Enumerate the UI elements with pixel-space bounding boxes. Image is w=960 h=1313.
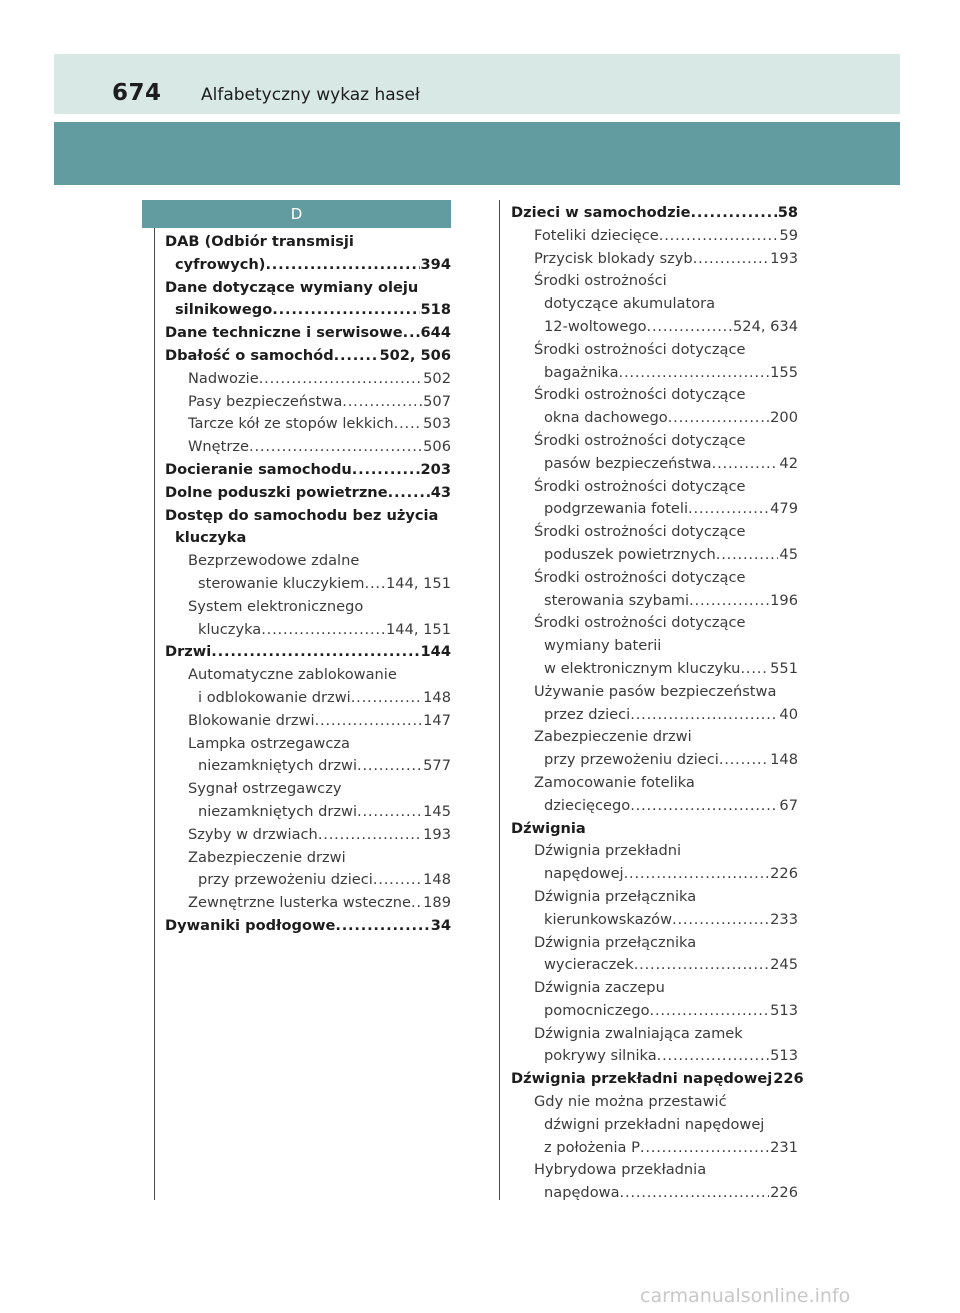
index-entry-label: Bezprzewodowe zdalne	[188, 552, 360, 570]
index-entry-label: Dostęp do samochodu bez użycia	[165, 506, 439, 524]
index-entry-page: 193	[770, 249, 798, 267]
index-entry	[511, 863, 798, 886]
index-entry-label: niezamkniętych drzwi	[198, 802, 358, 820]
index-entry	[511, 840, 798, 863]
index-entry-label: dźwigni przekładni napędowej	[544, 1115, 765, 1133]
dot-leader	[640, 1137, 769, 1160]
dot-leader	[315, 710, 423, 733]
index-entry-label: Nadwozie	[188, 369, 259, 387]
index-entry	[165, 641, 451, 664]
dot-leader	[690, 202, 776, 225]
index-entry-label: Środki ostrożności	[534, 272, 667, 290]
index-entry-page: 43	[430, 483, 451, 501]
index-entry-label: kierunkowskazów	[544, 910, 673, 928]
dot-leader	[335, 915, 429, 938]
index-entry-page: 189	[423, 894, 451, 912]
index-entry	[165, 824, 451, 847]
index-entry	[511, 818, 798, 841]
index-entry	[165, 710, 451, 733]
index-entry	[511, 544, 798, 567]
index-entry	[165, 892, 451, 915]
dot-leader	[712, 453, 779, 476]
index-entry	[511, 772, 798, 795]
dot-leader	[689, 590, 769, 613]
index-entry-page: 233	[770, 910, 798, 928]
index-entry	[511, 932, 798, 955]
page-number: 674	[112, 80, 162, 106]
index-entry-label: i odblokowanie drzwi	[198, 688, 351, 706]
index-entry-page: 644	[420, 324, 451, 342]
dot-leader	[657, 1045, 769, 1068]
index-entry	[165, 345, 451, 368]
index-entry-label: w elektronicznym kluczyku	[544, 659, 741, 677]
index-entry	[511, 339, 798, 362]
index-entry-label: Gdy nie można przestawić	[534, 1093, 727, 1111]
index-entry	[511, 407, 798, 430]
dot-leader	[688, 498, 769, 521]
dot-leader	[357, 801, 422, 824]
index-entry	[165, 573, 451, 596]
left-index-column	[165, 231, 451, 938]
index-entry	[511, 977, 798, 1000]
index-entry-page: 155	[770, 363, 798, 381]
index-entry-page: 40	[779, 705, 798, 723]
index-entry-label: podgrzewania foteli	[544, 500, 688, 518]
index-entry	[165, 459, 451, 482]
index-entry-page: 518	[420, 301, 451, 319]
index-entry-label: Dźwignia	[511, 819, 586, 837]
index-entry	[165, 413, 451, 436]
index-entry	[511, 612, 798, 635]
index-entry-label: Hybrydowa przekładnia	[534, 1161, 707, 1179]
index-entry-label: Dolne poduszki powietrzne	[165, 483, 388, 501]
index-entry-label: Dźwignia przekładni napędowej	[511, 1070, 773, 1088]
index-entry-label: silnikowego	[175, 301, 273, 319]
index-entry-label: kluczyka	[198, 620, 262, 638]
index-entry	[511, 202, 798, 225]
dot-leader	[650, 1000, 770, 1023]
dot-leader	[619, 362, 770, 385]
index-entry-label: pasów bezpieczeństwa	[544, 454, 712, 472]
index-entry	[511, 658, 798, 681]
dot-leader	[259, 368, 422, 391]
index-entry-page: 226	[770, 1184, 798, 1202]
index-entry-label: Dane techniczne i serwisowe	[165, 324, 403, 342]
index-entry-label: Blokowanie drzwi	[188, 711, 315, 729]
index-entry-label: wycieraczek	[544, 956, 634, 974]
index-entry	[511, 909, 798, 932]
index-entry-page: 59	[779, 226, 798, 244]
index-entry-label: dziecięcego	[544, 796, 631, 814]
index-entry-label: Dzieci w samochodzie	[511, 204, 691, 221]
index-entry-label: napędowej	[544, 865, 624, 883]
index-entry-label: Używanie pasów bezpieczeństwa	[534, 682, 777, 700]
index-entry	[511, 704, 798, 727]
index-entry-label: Dźwignia przekładni	[534, 842, 682, 860]
index-entry-page: 145	[423, 802, 451, 820]
index-entry-label: 12-woltowego	[544, 317, 647, 335]
index-entry-label: Dywaniki podłogowe	[165, 916, 336, 934]
index-entry-label: Pasy bezpieczeństwa	[188, 392, 343, 410]
index-entry	[165, 687, 451, 710]
index-entry	[511, 384, 798, 407]
index-entry-page: 148	[423, 688, 451, 706]
index-entry	[165, 231, 451, 254]
index-entry-page: 506	[423, 438, 451, 456]
dot-leader	[388, 482, 430, 505]
index-entry-page: 196	[770, 591, 798, 609]
index-entry	[511, 1159, 798, 1182]
index-entry-label: wymiany baterii	[544, 637, 662, 655]
index-entry-page: 245	[770, 956, 798, 974]
index-entry-label: Dźwignia zaczepu	[534, 979, 665, 997]
index-entry-label: Dźwignia zwalniająca zamek	[534, 1024, 743, 1042]
index-entry	[165, 619, 451, 642]
index-entry-label: Środki ostrożności dotyczące	[534, 568, 746, 586]
index-entry-label: bagażnika	[544, 363, 619, 381]
dot-leader	[394, 413, 423, 436]
dot-leader	[272, 299, 419, 322]
dot-leader	[668, 407, 769, 430]
index-entry-page: 507	[423, 392, 451, 410]
dot-leader	[693, 248, 769, 271]
right-index-column	[511, 202, 804, 1205]
index-entry-label: Dźwignia przełącznika	[534, 933, 697, 951]
dot-leader	[647, 316, 732, 339]
index-entry	[165, 482, 451, 505]
index-entry-label: przez dzieci	[544, 705, 631, 723]
index-entry	[165, 847, 451, 870]
index-entry-page: 34	[430, 916, 451, 934]
index-entry	[511, 1182, 798, 1205]
dot-leader	[342, 391, 422, 414]
index-entry	[511, 225, 798, 248]
index-entry-label: cyfrowych)	[175, 255, 266, 273]
index-entry	[511, 590, 798, 613]
index-entry-page: 513	[770, 1047, 798, 1065]
index-entry-page: 193	[423, 825, 451, 843]
index-entry-label: okna dachowego	[544, 409, 668, 427]
index-entry-page: 513	[770, 1001, 798, 1019]
index-entry-page: 58	[777, 204, 798, 221]
index-entry-page: 203	[420, 460, 451, 478]
dot-leader	[334, 345, 379, 368]
index-entry-label: kluczyka	[175, 529, 247, 547]
index-entry-label: Dźwignia przełącznika	[534, 887, 697, 905]
index-entry-page: 503	[423, 415, 451, 433]
index-entry-page: 394	[420, 255, 451, 273]
left-column-rule	[154, 228, 155, 1200]
index-entry	[165, 733, 451, 756]
index-entry	[511, 1114, 798, 1137]
index-entry	[511, 681, 798, 704]
index-entry	[165, 322, 451, 345]
index-entry-page: 231	[770, 1138, 798, 1156]
index-entry	[165, 550, 451, 573]
index-entry	[511, 567, 798, 590]
index-entry	[165, 299, 451, 322]
index-entry-label: Automatyczne zablokowanie	[188, 666, 397, 684]
index-entry	[165, 755, 451, 778]
dot-leader	[719, 749, 769, 772]
index-entry	[165, 277, 451, 300]
index-entry-label: Środki ostrożności dotyczące	[534, 523, 746, 541]
index-entry-label: poduszek powietrznych	[544, 545, 716, 563]
dot-leader	[265, 254, 419, 277]
index-entry-label: DAB (Odbiór transmisji	[165, 233, 354, 250]
index-entry	[165, 596, 451, 619]
index-entry-page: 144, 151	[386, 620, 451, 638]
dot-leader	[411, 892, 422, 915]
index-entry	[511, 749, 798, 772]
index-entry-label: Dane dotyczące wymiany oleju	[165, 278, 419, 296]
header-band	[54, 54, 900, 114]
dot-leader	[403, 322, 420, 345]
section-letter-bar: D	[142, 200, 451, 228]
index-entry-label: Wnętrze	[188, 438, 250, 456]
index-entry-page: 148	[423, 871, 451, 889]
dot-leader	[659, 225, 779, 248]
index-entry-label: Foteliki dziecięce	[534, 226, 659, 244]
index-entry-label: z położenia P	[544, 1138, 640, 1156]
index-entry-label: Zabezpieczenie drzwi	[188, 848, 346, 866]
index-entry	[511, 795, 798, 818]
index-entry	[511, 362, 798, 385]
index-entry-label: Środki ostrożności dotyczące	[534, 340, 746, 358]
index-entry	[511, 316, 798, 339]
header-accent-band	[54, 122, 900, 185]
index-entry-label: Zamocowanie fotelika	[534, 773, 695, 791]
index-entry-page: 577	[423, 757, 451, 775]
dot-leader	[630, 795, 778, 818]
dot-leader	[249, 436, 422, 459]
index-entry-label: Zabezpieczenie drzwi	[534, 728, 692, 746]
index-entry-label: pomocniczego	[544, 1001, 650, 1019]
index-entry	[511, 954, 798, 977]
dot-leader	[318, 824, 422, 847]
index-entry-page: 42	[779, 454, 798, 472]
dot-leader	[630, 704, 778, 727]
index-entry-label: Środki ostrożności dotyczące	[534, 614, 746, 632]
index-entry-label: pokrywy silnika	[544, 1047, 657, 1065]
index-entry-page: 551	[770, 659, 798, 677]
index-entry-label: Zewnętrzne lusterka wsteczne	[188, 894, 411, 912]
index-entry	[511, 1137, 798, 1160]
right-column-rule	[499, 200, 500, 1200]
index-entry	[165, 915, 451, 938]
index-entry-label: Sygnał ostrzegawczy	[188, 780, 342, 798]
index-entry	[165, 869, 451, 892]
dot-leader	[740, 658, 769, 681]
index-entry-label: Środki ostrożności dotyczące	[534, 386, 746, 404]
index-entry-label: Przycisk blokady szyb	[534, 249, 693, 267]
index-entry-label: niezamkniętych drzwi	[198, 757, 358, 775]
index-entry-label: przy przewożeniu dzieci	[198, 871, 373, 889]
index-entry-label: System elektronicznego	[188, 597, 364, 615]
index-entry-label: przy przewożeniu dzieci	[544, 751, 719, 769]
index-entry	[511, 270, 798, 293]
index-entry-page: 479	[770, 500, 798, 518]
index-entry-page: 144	[420, 643, 451, 661]
index-entry-page: 226	[770, 865, 798, 883]
index-entry-page: 200	[770, 409, 798, 427]
dot-leader	[365, 573, 386, 596]
dot-leader	[357, 755, 422, 778]
index-entry-page: 45	[779, 545, 798, 563]
dot-leader	[211, 641, 419, 664]
index-entry	[165, 254, 451, 277]
index-entry	[511, 430, 798, 453]
index-entry	[511, 293, 798, 316]
index-entry-page: 502, 506	[379, 346, 451, 364]
index-entry-page: 67	[779, 796, 798, 814]
page-title: Alfabetyczny wykaz haseł	[201, 85, 420, 105]
index-entry-label: Szyby w drzwiach	[188, 825, 318, 843]
index-entry-label: dotyczące akumulatora	[544, 295, 716, 313]
index-entry-label: Środki ostrożności dotyczące	[534, 431, 746, 449]
index-entry-page: 148	[770, 751, 798, 769]
index-entry	[511, 635, 798, 658]
index-entry-page: 147	[423, 711, 451, 729]
index-entry-label: Tarcze kół ze stopów lekkich	[188, 415, 394, 433]
dot-leader	[373, 869, 422, 892]
index-entry	[165, 527, 451, 550]
index-entry	[511, 498, 798, 521]
index-entry-page: 144, 151	[386, 574, 451, 592]
index-entry	[165, 505, 451, 528]
index-entry	[511, 1045, 798, 1068]
index-entry-label: Drzwi	[165, 643, 212, 661]
dot-leader	[261, 619, 385, 642]
index-entry	[165, 801, 451, 824]
index-entry	[511, 521, 798, 544]
index-entry	[511, 1000, 798, 1023]
index-entry-label: Środki ostrożności dotyczące	[534, 477, 746, 495]
index-entry	[511, 453, 798, 476]
dot-leader	[672, 909, 769, 932]
index-entry-label: Lampka ostrzegawcza	[188, 734, 350, 752]
index-entry	[165, 664, 451, 687]
index-entry	[511, 1023, 798, 1046]
index-entry	[511, 1091, 798, 1114]
dot-leader	[352, 459, 420, 482]
index-entry	[511, 476, 798, 499]
index-entry-label: Docieranie samochodu	[165, 460, 352, 478]
index-entry	[511, 726, 798, 749]
dot-leader	[351, 687, 422, 710]
dot-leader	[716, 544, 779, 567]
index-entry-label: napędowa	[544, 1184, 620, 1202]
index-entry-page: 226	[773, 1070, 804, 1088]
index-entry	[511, 886, 798, 909]
index-entry-label: sterowanie kluczykiem	[198, 574, 365, 592]
index-entry	[511, 248, 798, 271]
index-entry-label: sterowania szybami	[544, 591, 690, 609]
index-entry-page: 502	[423, 369, 451, 387]
dot-leader	[620, 1182, 770, 1205]
index-entry	[165, 778, 451, 801]
watermark: carmanualsonline.info	[640, 1285, 851, 1307]
dot-leader	[624, 863, 770, 886]
dot-leader	[634, 954, 769, 977]
index-entry	[165, 368, 451, 391]
index-entry-label: Dbałość o samochód	[165, 346, 334, 364]
index-entry	[165, 436, 451, 459]
index-entry	[165, 391, 451, 414]
index-entry-page: 524, 634	[733, 317, 798, 335]
index-entry	[511, 1068, 804, 1091]
